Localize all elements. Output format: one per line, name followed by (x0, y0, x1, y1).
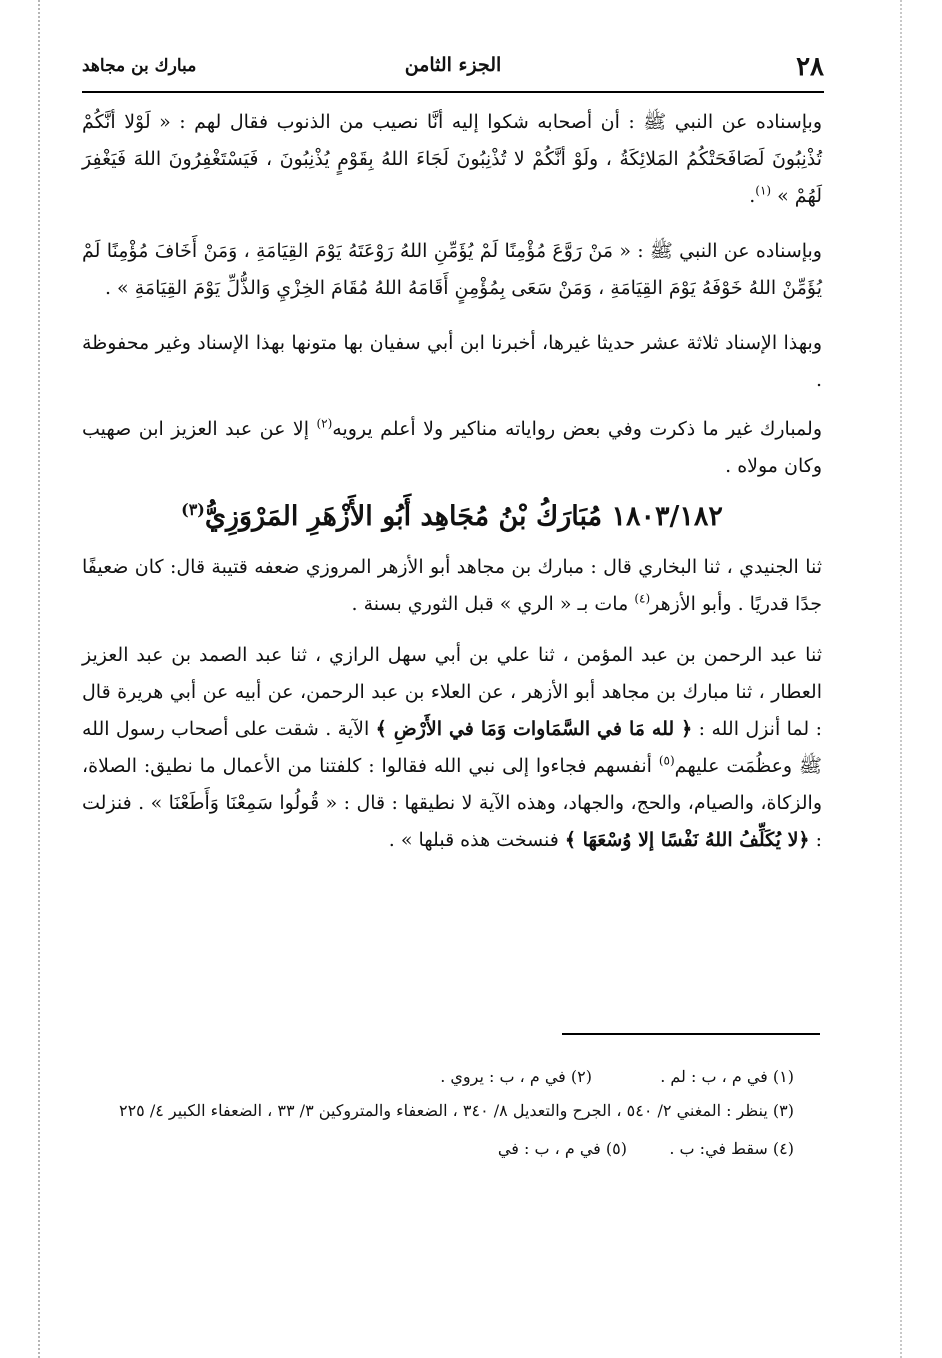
narrator-note-a: ولمبارك غير ما ذكرت وفي بعض رواياته مناكير ولا أعلم يرويه (332, 418, 823, 440)
footnote-ref-3: (٣) (181, 500, 205, 519)
footnote-ref-4: (٤) (634, 591, 651, 606)
hadith-1-text: وبإسناده عن النبي ﷺ : أن أصحابه شكوا إليه أنَّا نصيب من الذنوب فقال لهم : « لَوْلا أنَّكُمْ تُذْنِبُونَ لَصَافَحَتْكُمُ المَلائِكَةُ ، ولَوْ أنَّكُمْ لا تُذْنِبُونَ لَجَاءَ اللهُ بِقَوْمٍ يُذْنِبُونَ ، فَيَسْتَغْفِرُونَ اللهَ فَيَغْفِرَ لَهُمْ » (82, 111, 822, 207)
paragraph-2 (82, 233, 822, 307)
footnote-4: (٤) سقط في: ب . (669, 1139, 794, 1158)
page-number: ٢٨ (796, 52, 824, 82)
quran-verse-2: ﴿لا يُكَلِّفُ اللهُ نَفْسًا إلا وُسْعَهَا ﴾ (564, 829, 810, 851)
entry-title-text: ١٨٠٣/١٨٢ مُبَارَكُ بْنُ مُجَاهِد أَبُو الأَزْهَرِ المَرْوَزِيُّ (204, 501, 723, 532)
paragraph-1: وبإسناده عن النبي ﷺ : أن أصحابه شكوا إليه أنَّا نصيب من الذنوب فقال لهم : « لَوْلا أنَّكُمْ تُذْنِبُونَ لَصَافَحَتْكُمُ المَلائِكَةُ ، ولَوْ أنَّكُمْ لا تُذْنِبُونَ لَجَاءَ اللهُ بِقَوْمٍ يُذْنِبُونَ ، فَيَسْتَغْفِرُونَ اللهَ فَيَغْفِرَ لَهُمْ » $^{(١)}$. (82, 111, 822, 207)
hadith-3-text-d: فنسخت هذه قبلها » . (388, 829, 565, 851)
footnote-ref-1: (١) (755, 183, 772, 198)
footnote-ref-5: (٥) (658, 753, 675, 768)
scan-edge-left (38, 0, 40, 1358)
paragraph-5 (82, 549, 822, 623)
hadith-2-text: وبإسناده عن النبي ﷺ : « مَنْ رَوَّعَ مُؤْمِنًا لَمْ يُؤَمِّنِ اللهُ رَوْعَتَهُ يَوْمَ القِيَامَةِ ، وَمَنْ أَخَافَ مُؤْمِنًا لَمْ يُؤَمِّنْ اللهُ خَوْفَهُ يَوْمَ القِيَامَةِ ، وَمَنْ سَعَى بِمُؤْمِنٍ أَقَامَهُ اللهُ مُقَامَ الخِزْيِ وَالذُّلِّ يَوْمَ القِيَامَةِ » . (82, 240, 822, 299)
part-title: الجزء الثامن (404, 54, 502, 76)
bukhari-quote-b: مات بـ « الري » قبل الثوري بسنة . (351, 593, 635, 615)
footnote-3 (82, 1094, 822, 1128)
footnote-rule (562, 1033, 820, 1035)
footnote-3-text: (٣) ينظر : المغني ٢/ ٥٤٠ ، الجرح والتعديل ٨/ ٣٤٠ ، الضعفاء والمتروكين ٣/ ٣٣ ، الضعفاء الكبير ٤/ ٢٢٥ (118, 1101, 794, 1120)
footnote-5: (٥) في م ، ب : في (497, 1139, 627, 1158)
quran-verse-1: ﴿ لله مَا في السَّمَاوات وَمَا في الأَرْضِ ﴾ (375, 718, 693, 740)
hadith-3-text-c: أنفسهم فجاءوا إلى نبي الله فقالوا : كلفتنا من الأعمال ما نطيق: الصلاة، والزكاة، والصيام، والحج، والجهاد، وهذه الآية لا نطيقها : قال : « قُولُوا سَمِعْنَا وَأَطَعْنَا » . فنزلت : (82, 755, 822, 851)
footnote-2: (٢) في م ، ب : يروي . (440, 1067, 592, 1086)
header-rule (82, 91, 824, 93)
running-title: مبارك بن مجاهد (82, 56, 197, 76)
entry-title (82, 497, 822, 537)
footnote-1: (١) في م ، ب : لم . (660, 1067, 794, 1086)
paragraph-3 (82, 325, 822, 399)
footnotes (82, 1060, 822, 1166)
narrator-note-b: إلا عن عبد العزيز ابن صهيب وكان مولاه . (82, 418, 822, 477)
isnad-note: وبهذا الإسناد ثلاثة عشر حديثا غيرها، أخبرنا ابن أبي سفيان بها متونها بهذا الإسناد وغير محفوظة . (82, 332, 822, 391)
hadith-3-text-b: الآية . شقت على أصحاب رسول الله ﷺ وعظُمَت عليهم (82, 718, 822, 777)
page-header (82, 50, 824, 90)
scan-edge-right (900, 0, 902, 1358)
footnote-row-2 (82, 1132, 822, 1166)
hadith-3-text-a: ثنا عبد الرحمن بن عبد المؤمن ، ثنا علي بن أبي سهل الرازي ، ثنا عبد الصمد بن عبد العزيز العطار ، ثنا مبارك بن مجاهد أبو الأزهر ، عن العلاء بن عبد الرحمن، عن أبيه عن أبي هريرة قال : لما أنزل الله : (82, 644, 822, 740)
main-text (82, 104, 822, 877)
footnote-ref-2: (٢) (316, 416, 333, 431)
paragraph-6 (82, 637, 822, 859)
paragraph-4 (82, 411, 822, 485)
footnote-row-1 (82, 1060, 822, 1094)
bukhari-quote-a: ثنا الجنيدي ، ثنا البخاري قال : مبارك بن مجاهد أبو الأزهر المروزي ضعفه قتيبة قال: كان ضعيفًا جدًا قدريًا . وأبو الأزهر (82, 556, 822, 615)
